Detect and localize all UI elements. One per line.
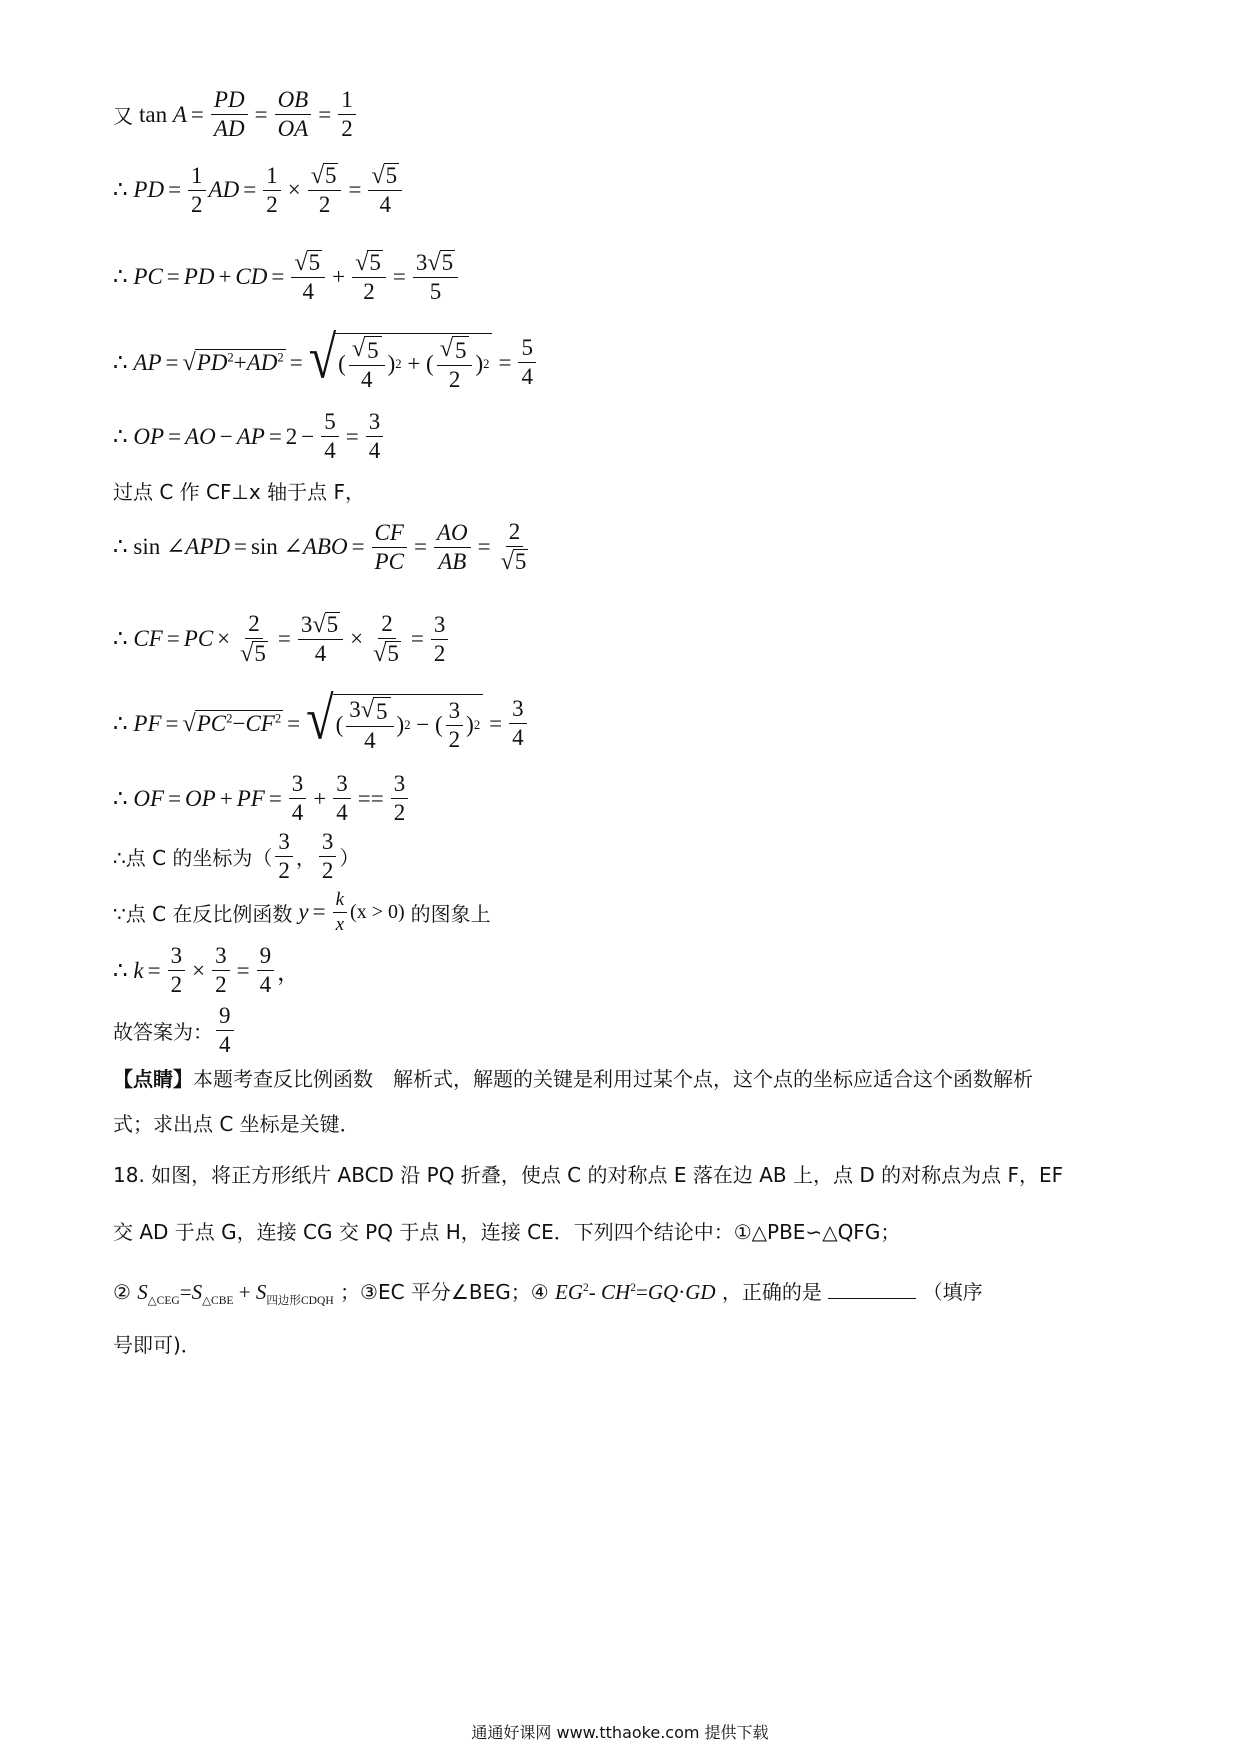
text-coordinates: ∴点 C 的坐标为（ $\frac{3}{2}$ ， $\frac{3}{2}$ ）	[113, 829, 360, 884]
fill-note: （填序	[922, 1280, 983, 1304]
answer-prompt: ，正确的是	[721, 1280, 822, 1304]
coord-label: ∴点 C 的坐标为（	[113, 846, 273, 871]
inverse-label: ∵点 C 在反比例函数	[113, 901, 293, 926]
problem-18-line-1	[113, 1165, 1123, 1185]
problem-text-1: 如图，将正方形纸片 ABCD 沿 PQ 折叠，使点 C 的对称点 E 落在边 AB 上，点 D 的对称点为点 F，EF	[151, 1163, 1064, 1187]
page-footer: 通通好课网 www.tthaoke.com 提供下载	[471, 1723, 769, 1742]
item-3-text: ；③EC 平分∠BEG；④	[340, 1280, 549, 1304]
eq-pf: ∴ PF = √ $PC^2-CF^2$ = √ ( 3 √ 5 4 ) 2 − ( $\frac{3}{2}$ ) 2 = $\frac{3}{4}$	[113, 694, 530, 753]
coord-sep: ，	[295, 846, 316, 871]
inverse-condition: (x > 0)	[350, 900, 405, 923]
eq-op: ∴ OP = AO − AP = 2 − $\frac{5}{4}$ = $\frac{3}{4}$	[113, 410, 386, 463]
eq-tan-a: 又 tan A = $\frac{PD}{AD}$ = $\frac{OB}{OA}$ = $\frac{1}{2}$	[113, 88, 359, 141]
problem-18-line-3: ② $S_{\triangle CEG}=S_{\triangle CBE} + S_{四边形CDQH}$ ；③EC 平分∠BEG；④ $EG^2-$ $CH^2=GQ\cdot GD$ ，正确的是 （填序	[113, 1280, 983, 1308]
eq-ap: ∴ AP = √ $PD^2+AD^2$ = √ ( √ 5 4 ) 2 + ( √ 5 2 ) 2 = $\frac{5}{4}$	[113, 333, 539, 392]
answer-label: 故答案为：	[113, 1020, 213, 1045]
problem-18-line-2: 交 AD 于点 G，连接 CG 交 PQ 于点 H，连接 CE．下列四个结论中：①△PBE∽△QFG；	[113, 1220, 901, 1244]
eq-cf: ∴ CF = PC × 2 √ 5 = 3 √ 5 4 × 2 √ 5 = $\frac{3}{2}$	[113, 612, 451, 667]
text-inverse-function: ∵点 C 在反比例函数 y = $\frac{k}{x}$ (x > 0) 的图象上	[113, 889, 491, 935]
answer-blank[interactable]	[828, 1280, 916, 1299]
comment-label: 【点睛】	[113, 1067, 193, 1091]
eq-of: ∴ OF = OP + PF = $\frac{3}{4}$ + $\frac{3}{4}$ == $\frac{3}{2}$	[113, 772, 411, 825]
text-perpendicular: 过点 C 作 CF⊥x 轴于点 F，	[113, 480, 365, 504]
eq-pd: ∴ PD = $\frac{1}{2}$ AD = $\frac{1}{2}$ × √ 5 2 = √ 5 4	[113, 163, 405, 218]
item-2-marker: ②	[113, 1280, 131, 1304]
eq-pc: ∴ PC = PD + CD = √ 5 4 + √ 5 2 = 3 √ 5 5	[113, 250, 461, 305]
prefix-you: 又	[113, 104, 133, 129]
problem-number: 18.	[113, 1163, 145, 1187]
inverse-tail: 的图象上	[410, 901, 491, 926]
answer-line: 故答案为： $\frac{9}{4}$	[113, 1004, 237, 1057]
problem-18-line-4: 号即可)．	[113, 1333, 201, 1357]
coord-close: ）	[339, 846, 360, 871]
eq-k: ∴ k = $\frac{3}{2}$ × $\frac{3}{2}$ = $\frac{9}{4}$ ，	[113, 943, 301, 998]
eq-sin: ∴ sin ∠ APD = sin ∠ ABO = $\frac{CF}{PC}$ = $\frac{AO}{AB}$ = 2 √ 5	[113, 519, 527, 576]
comment-line-2: 式；求出点 C 坐标是关键．	[113, 1112, 360, 1136]
comment-line-1	[113, 1069, 1123, 1089]
comment-text-1: 本题考查反比例函数 解析式，解题的关键是利用过某个点，这个点的坐标应适合这个函数解析	[193, 1067, 1033, 1091]
